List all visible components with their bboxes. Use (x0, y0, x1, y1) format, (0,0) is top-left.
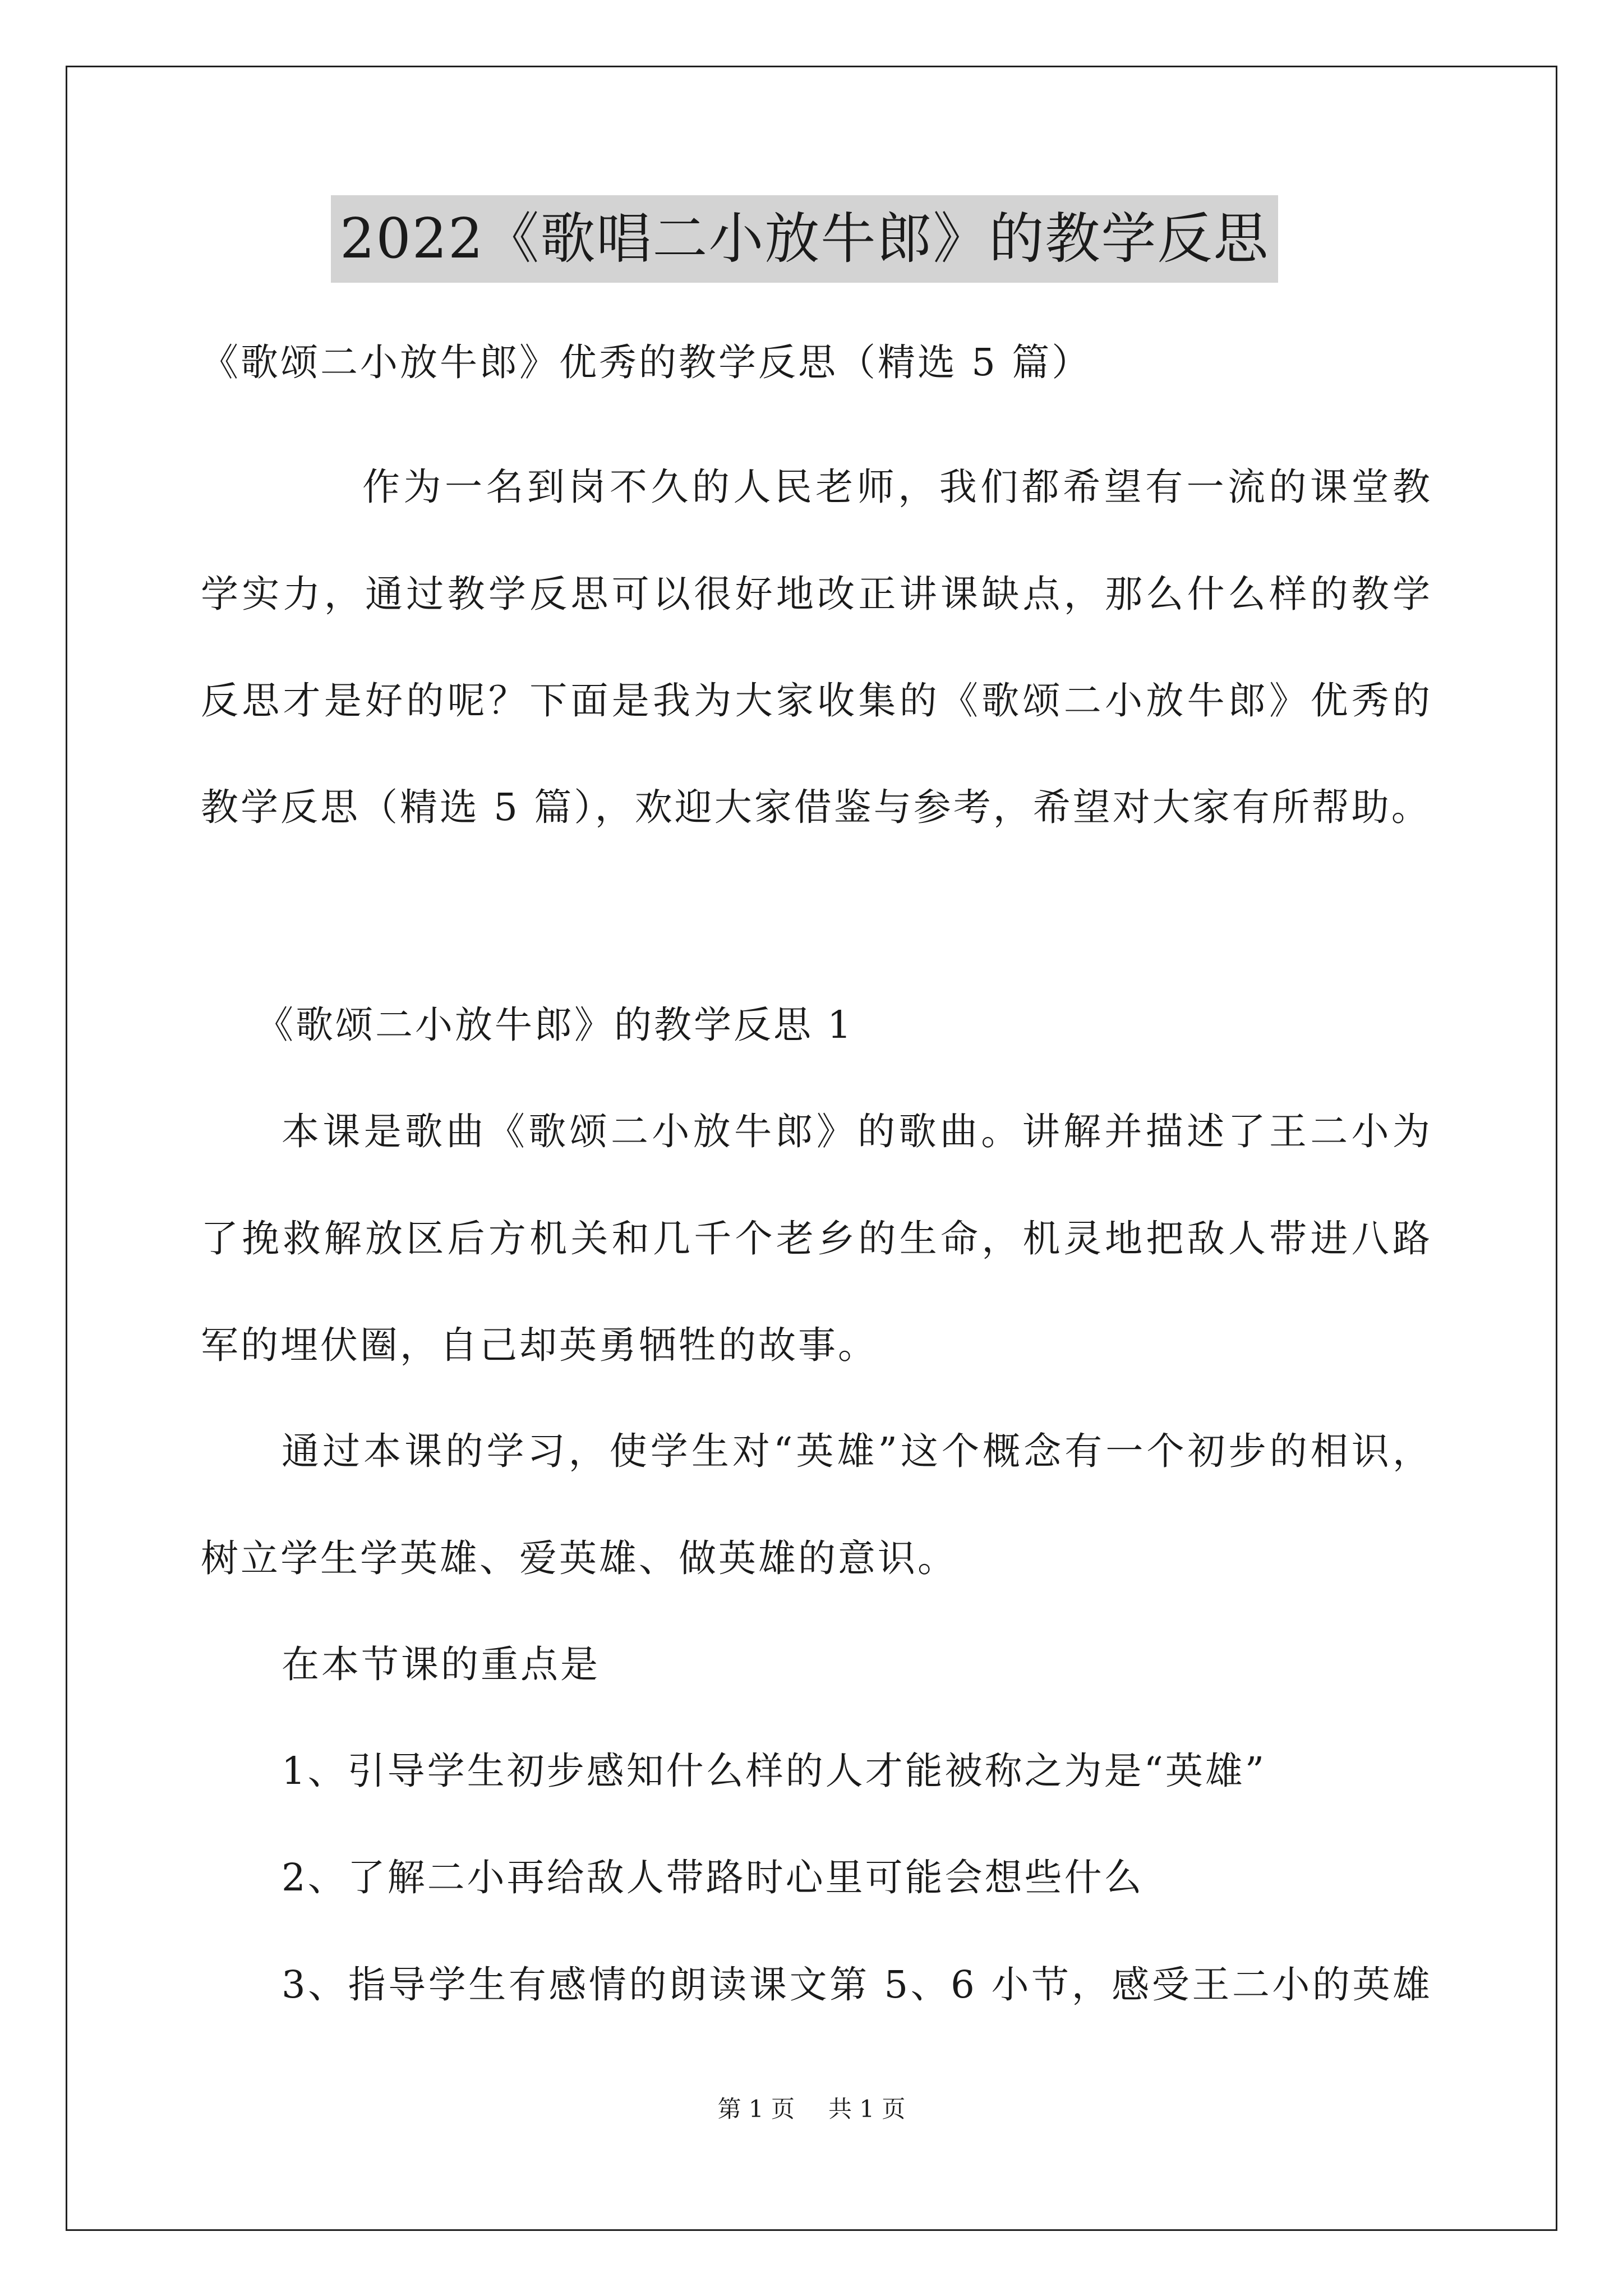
list-item: 2、了解二小再给敌人带路时心里可能会想些什么 (282, 1856, 1144, 1899)
paragraph-line: 作为一名到岗不久的人民老师，我们都希望有一流的课堂教 (362, 465, 1432, 509)
paragraph-line: 军的埋伏圈，自己却英勇牺牲的故事。 (201, 1323, 878, 1367)
section-heading: 《歌颂二小放牛郎》的教学反思 1 (256, 1003, 854, 1047)
page-footer (0, 2095, 1623, 2123)
paragraph-line: 通过本课的学习，使学生对“英雄”这个概念有一个初步的相识， (282, 1429, 1432, 1473)
document-title: 2022《歌唱二小放牛郎》的教学反思 (331, 195, 1278, 283)
paragraph-line: 教学反思（精选 5 篇），欢迎大家借鉴与参考，希望对大家有所帮助。 (201, 785, 1431, 829)
paragraph-line: 本课是歌曲《歌颂二小放牛郎》的歌曲。讲解并描述了王二小为 (282, 1110, 1432, 1153)
paragraph-line: 反思才是好的呢？下面是我为大家收集的《歌颂二小放牛郎》优秀的 (201, 679, 1432, 723)
paragraph-line: 学实力，通过教学反思可以很好地改正讲课缺点，那么什么样的教学 (201, 572, 1432, 616)
page-number: 第 1 页 (717, 2095, 795, 2123)
paragraph-line: 了挽救解放区后方机关和几千个老乡的生命，机灵地把敌人带进八路 (201, 1217, 1432, 1260)
subtitle-line: 《歌颂二小放牛郎》优秀的教学反思（精选 5 篇） (201, 341, 1092, 384)
page-total: 共 1 页 (828, 2095, 906, 2123)
list-item: 3、指导学生有感情的朗读课文第 5、6 小节，感受王二小的英雄 (282, 1963, 1432, 2007)
paragraph-line: 在本节课的重点是 (282, 1642, 600, 1686)
paragraph-line: 树立学生学英雄、爱英雄、做英雄的意识。 (201, 1536, 957, 1580)
list-item: 1、引导学生初步感知什么样的人才能被称之为是“英雄” (282, 1749, 1267, 1793)
